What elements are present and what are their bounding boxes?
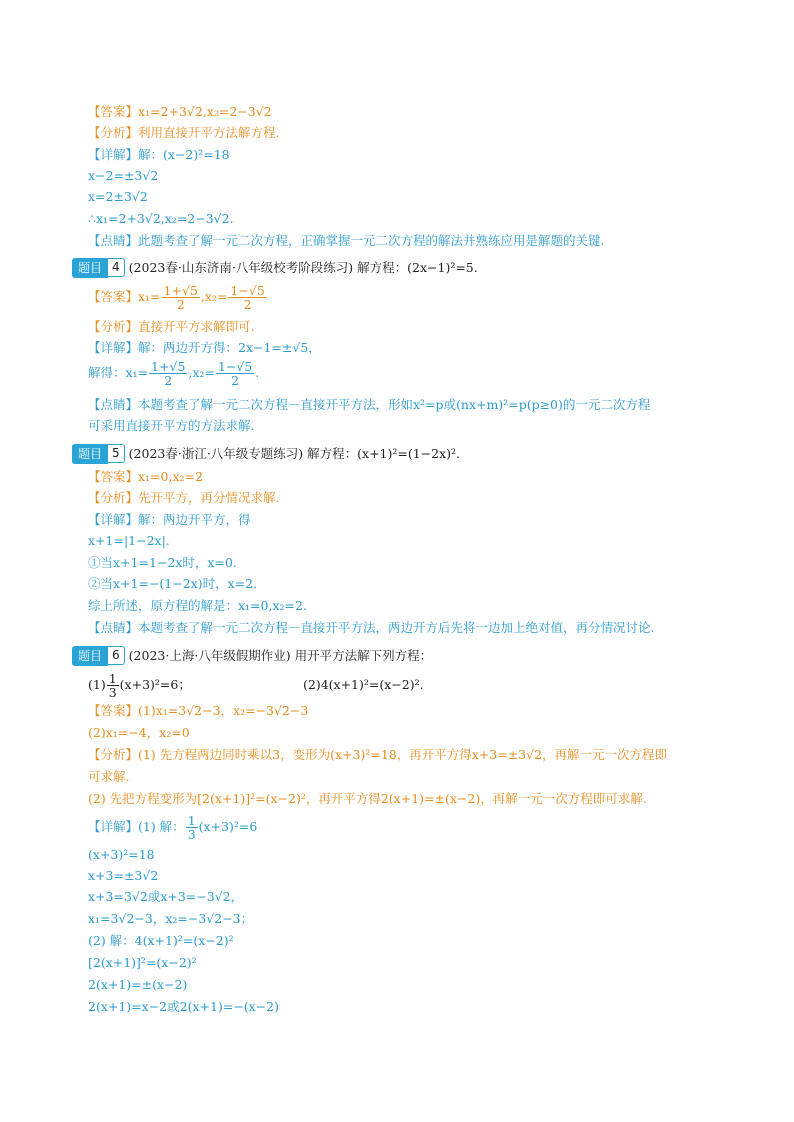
- detail-step: x+3=3√2或x+3=−3√2，: [88, 889, 244, 904]
- denominator: 3: [108, 685, 117, 700]
- solution-sep: ,x₂=: [188, 365, 215, 380]
- analysis-line: 【分析】(1) 先方程两边同时乘以3，变形为(x+3)²=18，再开平方得x+3=±3√2，再解一元一次方程即: [88, 747, 668, 762]
- numerator: 1+√5: [163, 283, 198, 298]
- denominator: 3: [187, 827, 196, 842]
- question-number: 5: [108, 444, 125, 463]
- detail-step: ②当x+1=−(1−2x)时，x=2.: [88, 576, 258, 591]
- comment-line: 【点睛】本题考查了解一元二次方程－直接开平方法，两边开方后先将一边加上绝对值，再分情况讨论.: [88, 620, 655, 635]
- detail-step: ①当x+1=1−2x时，x=0.: [88, 555, 237, 570]
- solution-end: .: [255, 365, 260, 380]
- denominator: 2: [176, 297, 185, 312]
- numerator: 1−√5: [217, 359, 253, 374]
- question-5-header: [72, 444, 460, 464]
- analysis-line: 【分析】先开平方，再分情况求解.: [88, 490, 280, 505]
- comment-line: 可采用直接开平方的方法求解.: [88, 418, 255, 433]
- detail-line: 【详解】解：(x−2)²=18: [88, 147, 230, 162]
- answer-line: 【答案】x₁=2+3√2,x₂=2−3√2: [88, 104, 272, 119]
- question-number: 4: [108, 258, 125, 277]
- detail-step: x−2=±3√2: [88, 168, 159, 183]
- detail-step: 综上所述，原方程的解是：x₁=0,x₂=2.: [88, 598, 307, 613]
- question-text: (2023·上海·八年级假期作业) 用开平方法解下列方程：: [128, 648, 433, 663]
- detail-line: [88, 814, 257, 841]
- numerator: 1−√5: [230, 283, 265, 298]
- detail-step: x=2±3√2: [88, 189, 148, 204]
- question-4-header: [72, 258, 478, 278]
- question-badge: 题目: [72, 646, 108, 666]
- sub-label: (1): [88, 677, 106, 692]
- detail-step: x₁=3√2−3，x₂=−3√2−3；: [88, 911, 254, 926]
- detail-step: x+3=±3√2: [88, 868, 159, 883]
- numerator: 1: [108, 671, 117, 686]
- answer-line: 【答案】x₁=0,x₂=2: [88, 469, 203, 484]
- question-text: (2023春·山东济南·八年级校考阶段练习) 解方程：(2x−1)²=5.: [128, 260, 478, 275]
- numerator: 1+√5: [151, 359, 186, 374]
- comment-line: 【点睛】本题考查了解一元二次方程－直接开平方法，形如x²=p或(nx+m)²=p(p≥0)的一元二次方程: [88, 397, 651, 412]
- answer-line: (2)x₁=−4，x₂=0: [88, 725, 190, 740]
- denominator: 2: [164, 373, 173, 388]
- fraction: [216, 360, 254, 387]
- fraction: [228, 284, 266, 311]
- question-text: (2023春·浙江·八年级专题练习) 解方程：(x+1)²=(1−2x)².: [128, 446, 461, 461]
- detail-line: 【详解】解：两边开方得：2x−1=±√5，: [88, 340, 321, 355]
- denominator: 2: [231, 373, 240, 388]
- sub-equation: (x+3)²=6；: [119, 677, 191, 692]
- detail-equation: (x+3)²=6: [198, 819, 258, 834]
- detail-step: x+1=|1−2x|.: [88, 533, 170, 548]
- detail-step: 2(x+1)=x−2或2(x+1)=−(x−2): [88, 999, 279, 1014]
- comment-line: 【点睛】此题考查了解一元二次方程，正确掌握一元二次方程的解法并熟练应用是解题的关键.: [88, 233, 605, 248]
- question-badge: 题目: [72, 444, 108, 464]
- sub-question-1: [88, 672, 191, 699]
- numerator: 1: [187, 813, 196, 828]
- detail-step: (2) 解：4(x+1)²=(x−2)²: [88, 933, 234, 948]
- detail-line: 【详解】解：两边开平方，得: [88, 512, 251, 527]
- solution-prefix: 解得：x₁=: [88, 365, 149, 380]
- fraction: [149, 360, 187, 387]
- fraction: [162, 284, 200, 311]
- detail-step: 2(x+1)=±(x−2): [88, 977, 188, 992]
- analysis-line: 【分析】直接开平方求解即可.: [88, 319, 255, 334]
- detail-prefix: 【详解】(1) 解：: [88, 819, 185, 834]
- detail-step: [2(x+1)]²=(x−2)²: [88, 955, 197, 970]
- denominator: 2: [243, 297, 252, 312]
- analysis-line: (2) 先把方程变形为[2(x+1)]²=(x−2)²，再开平方得2(x+1)=±(x−2)，再解一元一次方程即可求解.: [88, 791, 647, 806]
- detail-step: [88, 360, 259, 387]
- sub-question-2: (2)4(x+1)²=(x−2)².: [303, 677, 424, 692]
- question-number: 6: [108, 646, 125, 665]
- answer-line: 【答案】(1)x₁=3√2−3，x₂=−3√2−3: [88, 703, 309, 718]
- fraction: [186, 814, 198, 841]
- question-badge: 题目: [72, 258, 108, 278]
- answer-sep: ,x₂=: [200, 289, 228, 304]
- fraction: [107, 672, 119, 699]
- analysis-line: 可求解.: [88, 769, 130, 784]
- detail-step: (x+3)²=18: [88, 847, 155, 862]
- analysis-line: 【分析】利用直接开平方法解方程.: [88, 125, 280, 140]
- answer-line: [88, 284, 268, 311]
- detail-step: ∴x₁=2+3√2,x₂=2−3√2.: [88, 211, 234, 226]
- answer-prefix: 【答案】x₁=: [88, 289, 161, 304]
- question-6-header: [72, 646, 432, 666]
